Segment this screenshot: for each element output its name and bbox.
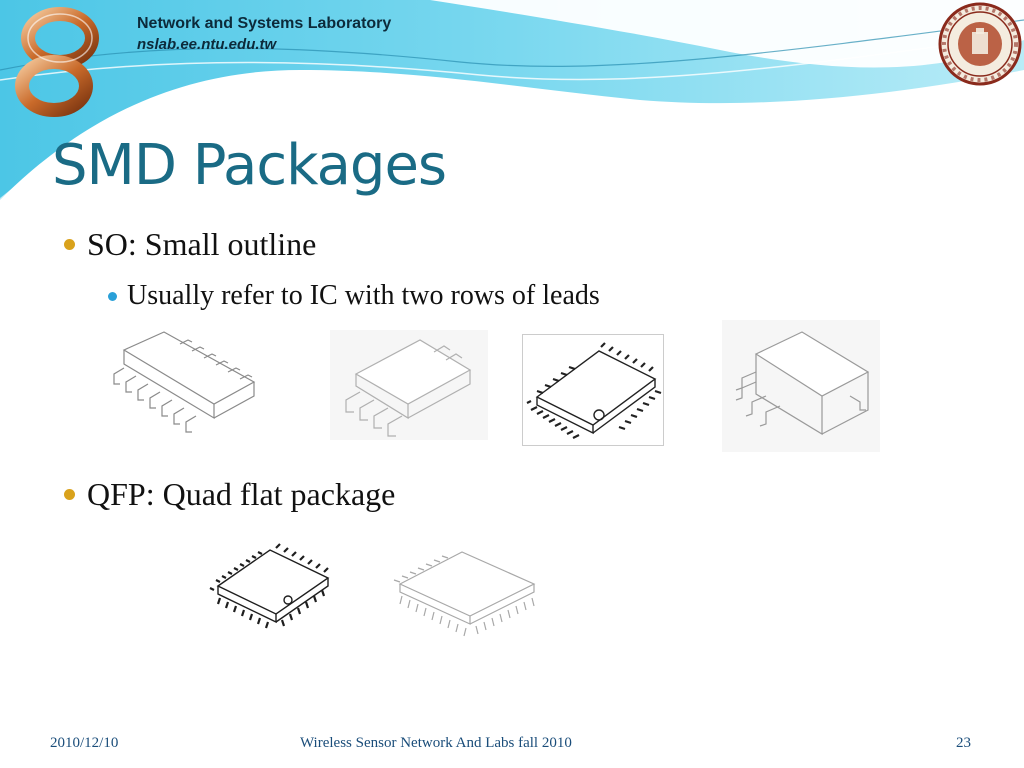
bullet-so-text: SO: Small outline (87, 226, 317, 262)
qfp-chip-dark-image (204, 530, 340, 640)
bullet-dot-icon (64, 239, 75, 250)
lab-name: Network and Systems Laboratory (137, 15, 392, 32)
bullet-so (64, 226, 316, 263)
so-chip-sot-image (722, 320, 880, 452)
university-seal-icon (938, 2, 1022, 86)
so-chip-8-pin-image (330, 330, 488, 440)
footer-page-number: 23 (956, 735, 971, 751)
so-chip-14-pin-image (104, 322, 264, 447)
infinity-loop-logo-icon (8, 6, 108, 118)
footer-date: 2010/12/10 (50, 735, 119, 751)
qfp-chip-light-image (386, 534, 546, 644)
lab-url: nslab.ee.ntu.edu.tw (137, 36, 277, 53)
bullet-dot-icon (64, 489, 75, 500)
sub-bullet-so (108, 280, 600, 312)
sub-bullet-so-text: Usually refer to IC with two rows of leads (127, 280, 600, 311)
footer-course: Wireless Sensor Network And Labs fall 2010 (300, 735, 572, 751)
slide-title: SMD Packages (52, 133, 447, 198)
so-chip-20-pin-image (522, 334, 664, 446)
bullet-qfp-text: QFP: Quad flat package (87, 476, 396, 512)
sub-bullet-dot-icon (108, 292, 117, 301)
bullet-qfp (64, 476, 395, 513)
